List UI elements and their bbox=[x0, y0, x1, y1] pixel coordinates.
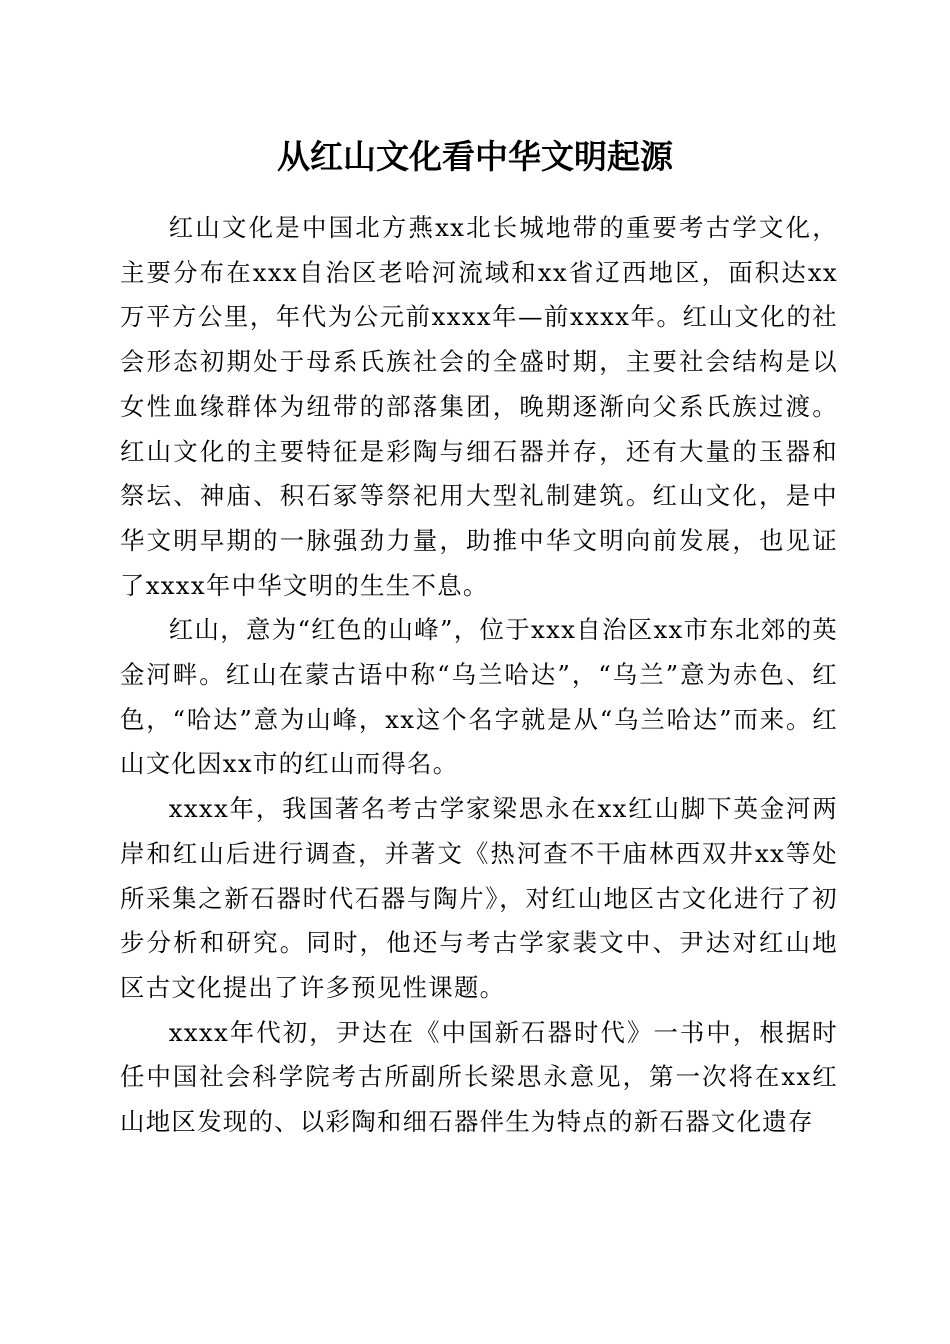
paragraph: 红山文化是中国北方燕xx北长城地带的重要考古学文化，主要分布在xxx自治区老哈河流域和xx省辽西地区，面积达xx万平方公里，年代为公元前xxxx年—前xxxx年。红山文化的社会形态初期处于母系氏族社会的全盛时期，主要社会结构是以女性血缘群体为纽带的部落集团，晚期逐渐向父系氏族过渡。红山文化的主要特征是彩陶与细石器并存，还有大量的玉器和祭坛、神庙、积石冢等祭祀用大型礼制建筑。红山文化，是中华文明早期的一脉强劲力量，助推中华文明向前发展，也见证了xxxx年中华文明的生生不息。 bbox=[120, 213, 838, 600]
paragraph: xxxx年，我国著名考古学家梁思永在xx红山脚下英金河两岸和红山后进行调查，并著文《热河查不干庙林西双井xx等处所采集之新石器时代石器与陶片》，对红山地区古文化进行了初步分析和研究。同时，他还与考古学家裴文中、尹达对红山地区古文化提出了许多预见性课题。 bbox=[120, 794, 838, 1002]
document-body bbox=[120, 206, 838, 1145]
paragraph: 红山，意为“红色的山峰”，位于xxx自治区xx市东北郊的英金河畔。红山在蒙古语中称“乌兰哈达”，“乌兰”意为赤色、红色，“哈达”意为山峰，xx这个名字就是从“乌兰哈达”而来。红山文化因xx市的红山而得名。 bbox=[120, 615, 838, 779]
document-title: 从红山文化看中华文明起源 bbox=[277, 137, 673, 176]
paragraph: xxxx年代初，尹达在《中国新石器时代》一书中，根据时任中国社会科学院考古所副所长梁思永意见，第一次将在xx红山地区发现的、以彩陶和细石器伴生为特点的新石器文化遗存 bbox=[120, 1017, 838, 1137]
